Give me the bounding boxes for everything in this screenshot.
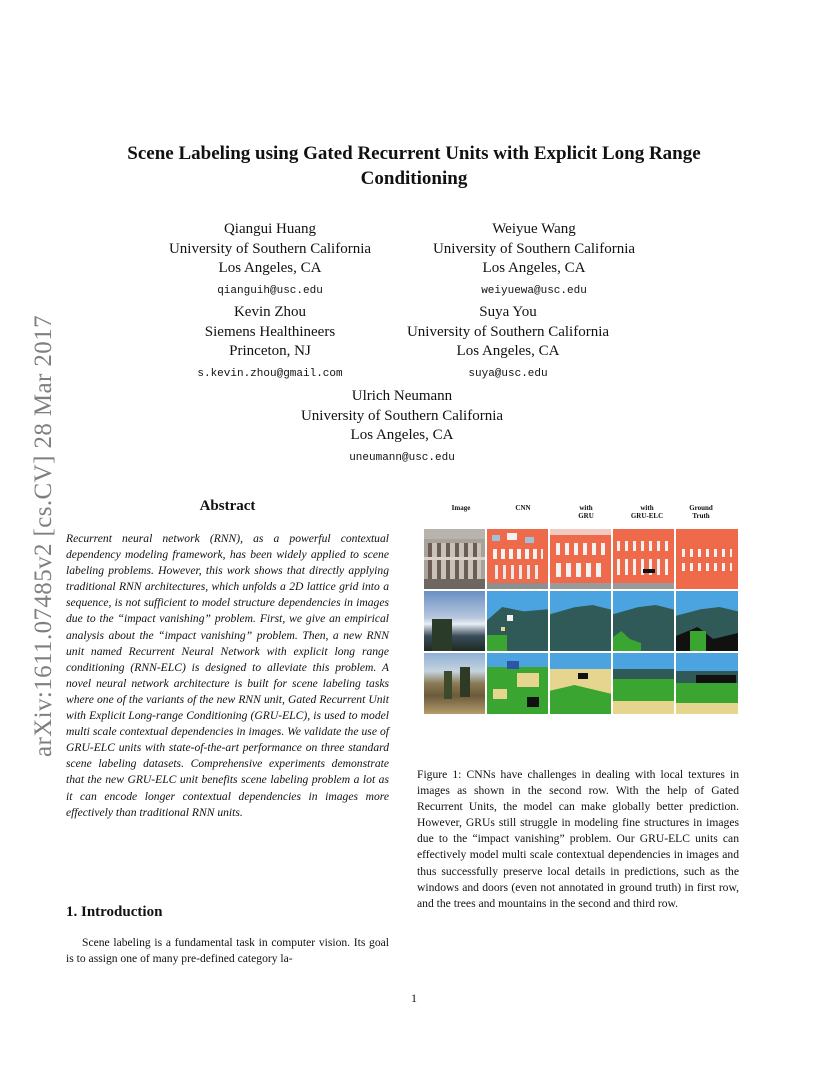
author-name: Kevin Zhou — [233, 304, 307, 320]
figure-column-header: with GRU-ELC — [630, 504, 664, 520]
figure-column-header: Image — [451, 504, 471, 512]
author-name: Weiyue Wang — [492, 221, 576, 237]
author-block-2 — [414, 220, 654, 298]
ground-truth-forest — [676, 653, 738, 714]
title-line-2: Conditioning — [360, 168, 468, 189]
title-line-1: Scene Labeling using Gated Recurrent Units with Explicit Long Range — [127, 143, 701, 164]
gru-mountain-prediction — [550, 591, 611, 651]
abstract-heading: Abstract — [199, 498, 256, 514]
cnn-mountain-prediction — [487, 591, 548, 651]
page-number: 1 — [411, 991, 417, 1005]
author-block-1 — [150, 220, 390, 298]
photo-forest — [424, 653, 485, 714]
author-location: Los Angeles, CA — [350, 427, 454, 443]
gru-elc-forest-prediction — [613, 653, 674, 714]
ground-truth-mountain — [676, 591, 738, 651]
photo-mountain — [424, 591, 485, 651]
introduction-heading: 1. Introduction — [66, 904, 163, 920]
gru-elc-mountain-prediction — [613, 591, 674, 651]
author-block-4 — [388, 303, 628, 381]
introduction-text: Scene labeling is a fundamental task in computer vision. Its goal is to assign one of many pre-defined category la- — [66, 936, 389, 966]
author-email[interactable]: qianguih@usc.edu — [217, 284, 323, 297]
figure-column-header: with GRU — [578, 504, 594, 520]
figure-column-header: CNN — [515, 504, 531, 512]
figure-1 — [424, 502, 738, 714]
author-name: Qiangui Huang — [223, 221, 317, 237]
figure-1-caption: Figure 1: CNNs have challenges in dealing with local textures in images as shown in the second row. With the help of Gated Recurrent Units, the model can make globally better prediction. However, GRUs still struggle in modeling fine structures in images due to the “impact vanishing” problem. Our GRU-ELC units can effectively model multi scale contextual dependencies in images and thus successfully preserve local details in predictions, such as the windows and doors (even not annotated in ground truth) in first row, and the trees and mountains in the second and third row. — [417, 768, 739, 910]
gru-forest-prediction — [550, 653, 611, 714]
author-location: Princeton, NJ — [229, 343, 311, 359]
author-location: Los Angeles, CA — [218, 260, 322, 276]
paper-title — [80, 141, 748, 191]
ground-truth-building — [676, 529, 738, 589]
author-location: Los Angeles, CA — [456, 343, 560, 359]
author-block-3 — [150, 303, 390, 381]
author-affiliation: University of Southern California — [432, 240, 636, 257]
figure-column-header: Ground Truth — [689, 504, 713, 520]
author-email[interactable]: suya@usc.edu — [468, 367, 548, 380]
author-affiliation: University of Southern California — [168, 240, 372, 257]
author-location: Los Angeles, CA — [482, 260, 586, 276]
author-email[interactable]: s.kevin.zhou@gmail.com — [197, 367, 343, 380]
gru-building-prediction — [550, 529, 611, 589]
cnn-forest-prediction — [487, 653, 548, 714]
photo-building — [424, 529, 485, 589]
arxiv-stamp: arXiv:1611.07485v2 [cs.CV] 28 Mar 2017 — [30, 315, 57, 757]
gru-elc-building-prediction — [613, 529, 674, 589]
author-email[interactable]: weiyuewa@usc.edu — [481, 284, 587, 297]
author-affiliation: University of Southern California — [300, 407, 504, 424]
author-affiliation: University of Southern California — [406, 323, 610, 340]
author-name: Ulrich Neumann — [351, 388, 453, 404]
author-block-5 — [282, 387, 522, 465]
author-email[interactable]: uneumann@usc.edu — [349, 451, 455, 464]
abstract-text: Recurrent neural network (RNN), as a powerful contextual dependency modeling framework, has been widely applied to scene labeling problems. However, this work shows that directly applying traditional RNN architectures, which unfolds a 2D lattice grid into a sequence, is not sufficient to model structure dependencies in images due to the “impact vanishing” problem. First, we give an empirical analysis about the “impact vanishing” problem. Then, a new RNN unit named Recurrent Neural Network with explicit long range conditioning (RNN-ELC) is designed to alleviate this problem. A novel neural network architecture is built for scene labeling tasks where one of the variants of the new RNN unit, Gated Recurrent Unit with Explicit Long-range Conditioning (GRU-ELC), is used to model multi scale contextual dependencies in images. We validate the use of GRU-ELC units with state-of-the-art performance on three standard scene labeling datasets. Comprehensive experiments demonstrate that the new GRU-ELC unit benefits scene labeling problem a lot as it can encode longer contextual dependencies in images more effectively than traditional RNN units. — [66, 532, 389, 819]
author-name: Suya You — [479, 304, 537, 320]
cnn-building-prediction — [487, 529, 548, 589]
author-affiliation: Siemens Healthineers — [204, 323, 336, 340]
